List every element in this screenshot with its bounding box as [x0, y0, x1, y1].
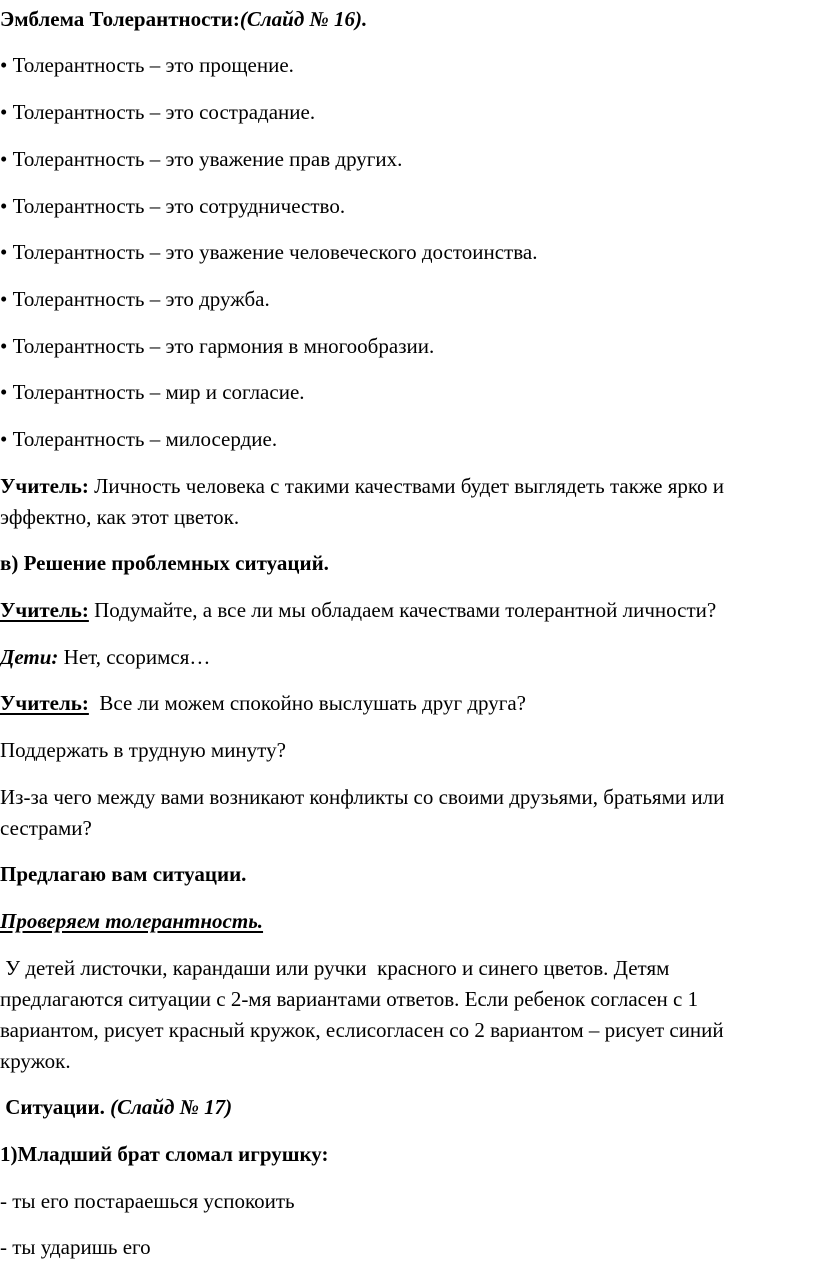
- teacher-question: [0, 691, 526, 715]
- bullet-item: • Толерантность – это прощение.: [0, 53, 294, 77]
- speaker-teacher: Учитель:: [0, 474, 89, 498]
- check-heading: Проверяем толерантность.: [0, 909, 264, 933]
- bullet-item: • Толерантность – это гармония в многообразии.: [0, 334, 435, 358]
- speaker-teacher: Учитель:: [0, 598, 89, 622]
- teacher-remark-line-2: эффектно, как этот цветок.: [0, 505, 240, 529]
- question-text: Все ли можем спокойно выслушать друг друга?: [88, 691, 526, 715]
- children-answer: [0, 645, 210, 669]
- question-conflicts-line-1: Из-за чего между вами возникают конфликты со своими друзьями, братьями или: [0, 785, 725, 809]
- bullet-item: • Толерантность – это уважение прав других.: [0, 147, 403, 171]
- situation-option: - ты его постараешься успокоить: [0, 1189, 295, 1213]
- speaker-teacher: Учитель:: [0, 691, 89, 715]
- bullet-item: • Толерантность – милосердие.: [0, 427, 278, 451]
- offer-heading: Предлагаю вам ситуации.: [0, 862, 247, 886]
- teacher-question: [0, 598, 716, 622]
- situation-option: - ты ударишь его: [0, 1235, 151, 1259]
- bullet-item: • Толерантность – мир и согласие.: [0, 380, 305, 404]
- teacher-remark-line-1: [0, 474, 724, 498]
- situations-slide-ref: (Слайд № 17): [110, 1095, 233, 1119]
- bullet-item: • Толерантность – это уважение человеческого достоинства.: [0, 240, 538, 264]
- situations-title: Ситуации.: [0, 1095, 111, 1119]
- speaker-children: Дети:: [0, 645, 59, 669]
- answer-text: Нет, ссоримся…: [58, 645, 211, 669]
- heading-slide-ref: (Слайд № 16).: [239, 7, 368, 31]
- instructions-line: вариантом, рисует красный кружок, еслисогласен со 2 вариантом – рисует синий: [0, 1018, 724, 1042]
- situation-title: 1)Младший брат сломал игрушку:: [0, 1142, 329, 1166]
- question-conflicts-line-2: сестрами?: [0, 816, 92, 840]
- bullet-item: • Толерантность – это сострадание.: [0, 100, 316, 124]
- instructions-line: кружок.: [0, 1049, 71, 1073]
- question-support: Поддержать в трудную минуту?: [0, 738, 286, 762]
- situations-heading: [0, 1095, 232, 1119]
- section-heading: в) Решение проблемных ситуаций.: [0, 551, 329, 575]
- remark-text: Личность человека с такими качествами будет выглядеть также ярко и: [88, 474, 724, 498]
- instructions-line: предлагаются ситуации с 2-мя вариантами ответов. Если ребенок согласен с 1: [0, 987, 699, 1011]
- heading-title: Эмблема Толерантности:: [0, 7, 240, 31]
- bullet-item: • Толерантность – это сотрудничество.: [0, 194, 346, 218]
- heading: [0, 7, 367, 31]
- question-text: Подумайте, а все ли мы обладаем качествами толерантной личности?: [88, 598, 717, 622]
- bullet-item: • Толерантность – это дружба.: [0, 287, 270, 311]
- instructions-line: У детей листочки, карандаши или ручки красного и синего цветов. Детям: [0, 956, 670, 980]
